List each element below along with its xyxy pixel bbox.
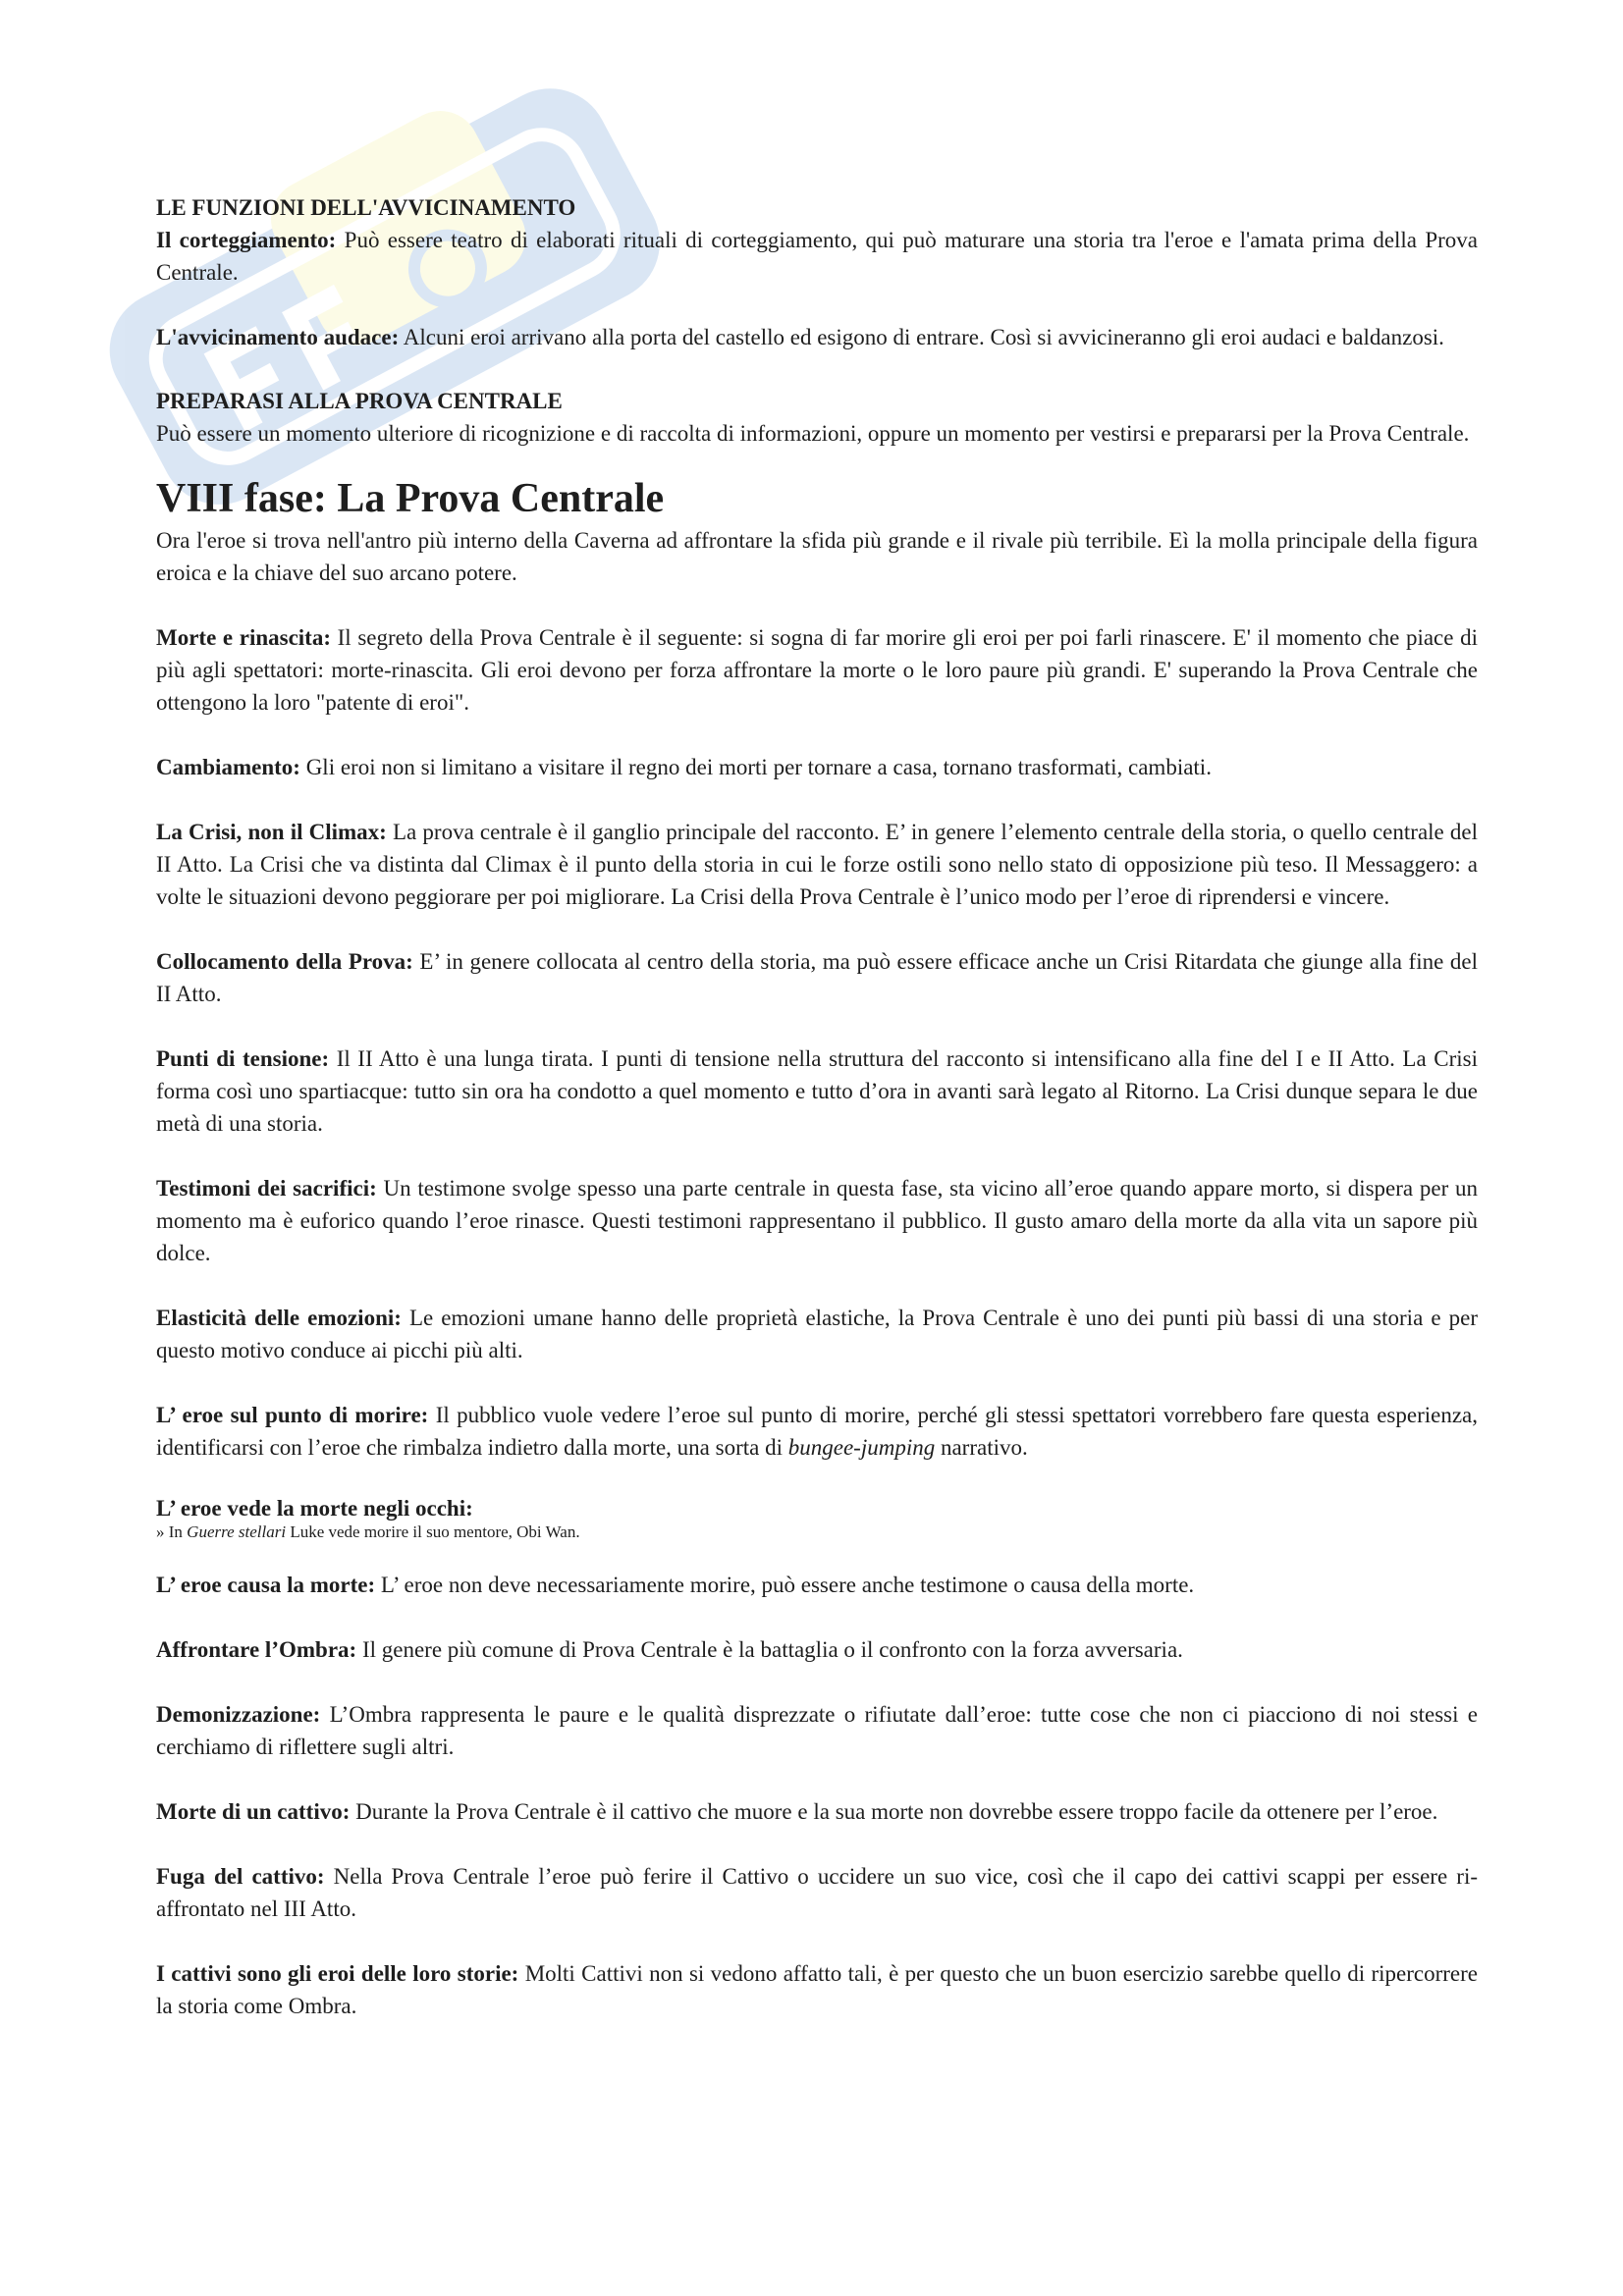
term-text: Le emozioni umane hanno delle proprietà elastiche, la Prova Centrale è uno dei punti più bassi di una storia e per questo motivo conduce ai picchi più alti.	[156, 1306, 1478, 1362]
term-text: Gli eroi non si limitano a visitare il regno dei morti per tornare a casa, tornano trasformati, cambiati.	[299, 755, 1212, 779]
paragraph-item	[156, 1302, 1478, 1366]
term-text: Nella Prova Centrale l’eroe può ferire il Cattivo o uccidere un suo vice, così che il capo dei cattivi scappi per essere ri-affrontato nel III Atto.	[156, 1864, 1478, 1921]
section-title-fase-8: VIII fase: La Prova Centrale	[156, 476, 665, 521]
paragraph-item	[156, 621, 1478, 719]
example-note	[156, 1522, 1478, 1543]
term-text: Il segreto della Prova Centrale è il seguente: si sogna di far morire gli eroi per poi farli rinascere. E' il momento che piace di più agli spettatori: morte-rinascita. Gli eroi devono per forza affrontare la morte o le loro paure più grandi. E' superando la Prova Centrale che ottengono la loro "patente di eroi".	[156, 625, 1478, 715]
term-label: Fuga del cattivo:	[156, 1864, 325, 1889]
term-label: La Crisi, non il Climax:	[156, 820, 387, 844]
term-label: L'avvicinamento audace:	[156, 325, 400, 349]
term-label: Collocamento della Prova:	[156, 949, 413, 974]
paragraph-avvicinamento-audace	[156, 321, 1478, 353]
term-italic: bungee-jumping	[787, 1435, 936, 1460]
paragraph-vede-morte	[156, 1496, 1478, 1543]
note-text: Luke vede morire il suo mentore, Obi Wan.	[286, 1522, 580, 1541]
paragraph-item	[156, 1569, 1478, 1601]
term-text: Il pubblico vuole vedere l’eroe sul punto di morire, perché gli stessi spettatori vorrebbero fare questa esperienza, identificarsi con l’eroe che rimbalza indietro dalla morte, una sorta di	[156, 1403, 1478, 1460]
term-text: Molti Cattivi non si vedono affatto tali, è per questo che un buon esercizio sarebbe quello di ripercorrere la storia come Ombra.	[156, 1961, 1478, 2018]
paragraph-item	[156, 1633, 1478, 1666]
term-text: L’Ombra rappresenta le paure e le qualità disprezzate o rifiutate dall’eroe: tutte cose che non ci piacciono di noi stessi e cerchiamo di riflettere sugli altri.	[156, 1702, 1478, 1759]
term-label: Demonizzazione:	[156, 1702, 321, 1727]
term-text: Il genere più comune di Prova Centrale è la battaglia o il confronto con la forza avversaria.	[356, 1637, 1183, 1662]
paragraph-item	[156, 751, 1478, 783]
term-label: L’ eroe vede la morte negli occhi:	[156, 1496, 473, 1521]
term-text: Alcuni eroi arrivano alla porta del castello ed esigono di entrare. Così si avvicineranno gli eroi audaci e baldanzosi.	[399, 325, 1444, 349]
document-page	[156, 192, 1478, 2022]
paragraph-punto-morire	[156, 1399, 1478, 1464]
term-label: Affrontare l’Ombra:	[156, 1637, 357, 1662]
paragraph-item	[156, 1172, 1478, 1269]
paragraph-prepararsi: Può essere un momento ulteriore di ricognizione e di raccolta di informazioni, oppure un momento per vestirsi e prepararsi per la Prova Centrale.	[156, 421, 1470, 446]
term-label: Cambiamento:	[156, 755, 300, 779]
term-text: Può essere teatro di elaborati rituali di corteggiamento, qui può maturare una storia tra l'eroe e l'amata prima della Prova Centrale.	[156, 228, 1479, 285]
term-label: L’ eroe sul punto di morire:	[156, 1403, 429, 1427]
term-text: E’ in genere collocata al centro della storia, ma può essere efficace anche un Crisi Ritardata che giunge alla fine del II Atto.	[156, 949, 1478, 1006]
term-label: I cattivi sono gli eroi delle loro storie:	[156, 1961, 519, 1986]
paragraph-item	[156, 816, 1478, 913]
paragraph-corteggiamento	[156, 224, 1478, 289]
term-label: Morte di un cattivo:	[156, 1799, 351, 1824]
section-heading-prepararsi: PREPARASI ALLA PROVA CENTRALE	[156, 389, 563, 413]
note-italic: Guerre stellari	[187, 1522, 287, 1541]
term-text: narrativo.	[935, 1435, 1028, 1460]
paragraph-item	[156, 1860, 1478, 1925]
term-text: La prova centrale è il ganglio principale del racconto. E’ in genere l’elemento centrale della storia, o quello centrale del II Atto. La Crisi che va distinta dal Climax è il punto della storia in cui le forze ostili sono nello stato di opposizione più teso. Il Messaggero: a volte le situazioni devono peggiorare per poi migliorare. La Crisi della Prova Centrale è l’unico modo per l’eroe di riprendersi e vincere.	[156, 820, 1478, 909]
term-label: Punti di tensione:	[156, 1046, 330, 1071]
paragraph-item	[156, 1042, 1478, 1140]
term-text: Il II Atto è una lunga tirata. I punti di tensione nella struttura del racconto si intensificano alla fine del I e II Atto. La Crisi forma così uno spartiacque: tutto sin ora ha condotto a quel momento e tutto d’ora in avanti sarà legato al Ritorno. La Crisi dunque separa le due metà di una storia.	[156, 1046, 1478, 1136]
term-label: Il corteggiamento:	[156, 228, 337, 252]
term-label: Morte e rinascita:	[156, 625, 332, 650]
term-label: L’ eroe causa la morte:	[156, 1573, 376, 1597]
paragraph-item	[156, 1698, 1478, 1763]
note-text: » In	[156, 1522, 188, 1541]
section-heading-funzioni: LE FUNZIONI DELL'AVVICINAMENTO	[156, 195, 576, 220]
term-text: Durante la Prova Centrale è il cattivo che muore e la sua morte non dovrebbe essere troppo facile da ottenere per l’eroe.	[350, 1799, 1438, 1824]
term-label: Elasticità delle emozioni:	[156, 1306, 402, 1330]
term-label: Testimoni dei sacrifici:	[156, 1176, 377, 1201]
paragraph-item	[156, 1957, 1478, 2022]
paragraph-item	[156, 1795, 1478, 1828]
paragraph-item	[156, 945, 1478, 1010]
term-text: Un testimone svolge spesso una parte centrale in questa fase, sta vicino all’eroe quando appare morto, si dispera per un momento ma è euforico quando l’eroe rinasce. Questi testimoni rappresentano il pubblico. Il gusto amaro della morte da alla vita un sapore più dolce.	[156, 1176, 1478, 1265]
paragraph-intro: Ora l'eroe si trova nell'antro più interno della Caverna ad affrontare la sfida più grande e il rivale più terribile. Eì la molla principale della figura eroica e la chiave del suo arcano potere.	[156, 528, 1478, 585]
term-text: L’ eroe non deve necessariamente morire, può essere anche testimone o causa della morte.	[375, 1573, 1195, 1597]
